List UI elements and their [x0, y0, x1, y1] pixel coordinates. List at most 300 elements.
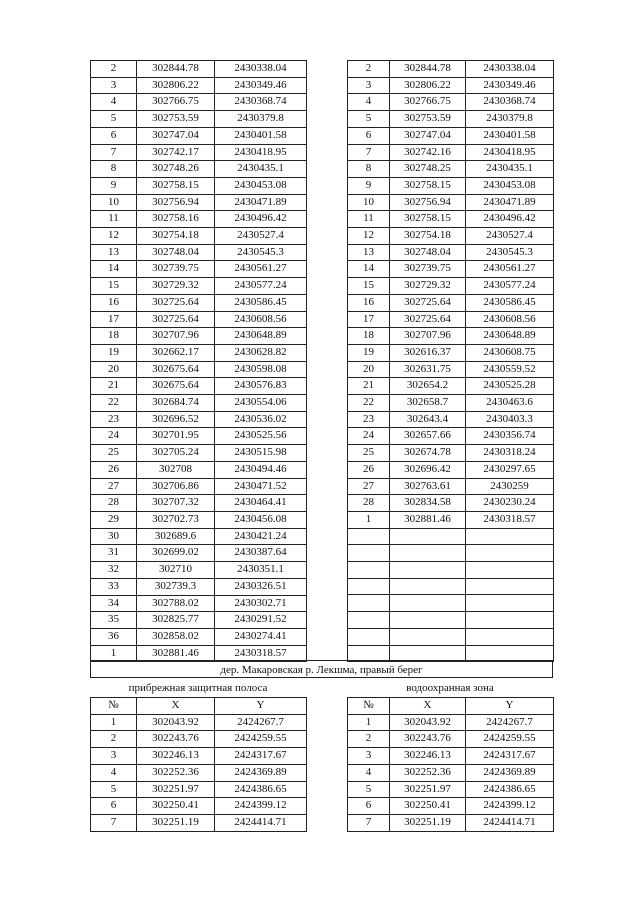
- table-row: [91, 378, 307, 395]
- coord-x: 302729.32: [390, 278, 466, 295]
- table-row: [91, 612, 307, 629]
- point-number: 3: [91, 77, 137, 94]
- coord-x: 302725.64: [137, 311, 215, 328]
- point-number: 8: [91, 161, 137, 178]
- coordinates-table-upper-left: [90, 60, 307, 662]
- coord-y: [466, 595, 554, 612]
- coord-x: 302662.17: [137, 344, 215, 361]
- table-row: [348, 411, 554, 428]
- point-number: 8: [348, 161, 390, 178]
- point-number: 21: [348, 378, 390, 395]
- point-number: 22: [348, 395, 390, 412]
- coord-x: 302844.78: [137, 61, 215, 78]
- table-row: [91, 395, 307, 412]
- coordinates-table-upper-right: [347, 60, 554, 662]
- point-number: 3: [91, 748, 137, 765]
- point-number: 5: [348, 111, 390, 128]
- coord-y: 2430471.89: [466, 194, 554, 211]
- coord-y: 2430463.6: [466, 395, 554, 412]
- coord-x: 302742.16: [390, 144, 466, 161]
- coord-y: 2430576.83: [215, 378, 307, 395]
- point-number: [348, 612, 390, 629]
- coord-y: 2430577.24: [466, 278, 554, 295]
- coord-x: 302753.59: [390, 111, 466, 128]
- table-row: [91, 411, 307, 428]
- coord-x: 302631.75: [390, 361, 466, 378]
- point-number: [348, 578, 390, 595]
- coord-y: 2424259.55: [466, 731, 554, 748]
- coord-x: 302675.64: [137, 361, 215, 378]
- table-row: [91, 628, 307, 645]
- point-number: 25: [348, 445, 390, 462]
- table-row: [91, 244, 307, 261]
- coord-y: 2430464.41: [215, 495, 307, 512]
- coord-y: 2430456.08: [215, 511, 307, 528]
- coord-x: [390, 562, 466, 579]
- coord-x: 302881.46: [137, 645, 215, 662]
- coord-y: 2424386.65: [215, 781, 307, 798]
- point-number: 2: [348, 61, 390, 78]
- coord-x: 302243.76: [390, 731, 466, 748]
- point-number: 5: [91, 781, 137, 798]
- point-number: 12: [91, 228, 137, 245]
- point-number: 15: [348, 278, 390, 295]
- point-number: 6: [91, 798, 137, 815]
- point-number: 29: [91, 511, 137, 528]
- point-number: 1: [348, 511, 390, 528]
- coord-y: 2430545.3: [215, 244, 307, 261]
- coord-x: 302252.36: [137, 764, 215, 781]
- coord-x: 302643.4: [390, 411, 466, 428]
- table-row: [91, 294, 307, 311]
- point-number: 20: [91, 361, 137, 378]
- coord-y: 2430577.24: [215, 278, 307, 295]
- table-row: [348, 328, 554, 345]
- point-number: 24: [91, 428, 137, 445]
- point-number: 9: [348, 177, 390, 194]
- point-number: 4: [91, 94, 137, 111]
- coord-x: 302705.24: [137, 445, 215, 462]
- table-row: [348, 511, 554, 528]
- table-row: [348, 228, 554, 245]
- table-row: [348, 731, 554, 748]
- coord-x: 302696.42: [390, 461, 466, 478]
- point-number: 5: [348, 781, 390, 798]
- point-number: [348, 562, 390, 579]
- point-number: [348, 545, 390, 562]
- coord-x: 302747.04: [137, 127, 215, 144]
- coord-y: 2430368.74: [466, 94, 554, 111]
- header-number: №: [91, 698, 137, 715]
- coord-x: 302753.59: [137, 111, 215, 128]
- coord-y: 2430536.02: [215, 411, 307, 428]
- point-number: 28: [91, 495, 137, 512]
- coord-x: 302758.16: [137, 211, 215, 228]
- coord-y: 2424317.67: [215, 748, 307, 765]
- table-row: [348, 814, 554, 831]
- point-number: 16: [348, 294, 390, 311]
- point-number: 32: [91, 562, 137, 579]
- coord-x: 302675.64: [137, 378, 215, 395]
- point-number: 28: [348, 495, 390, 512]
- coord-x: 302246.13: [390, 748, 466, 765]
- coord-x: 302710: [137, 562, 215, 579]
- table-row: [348, 461, 554, 478]
- coord-x: [390, 545, 466, 562]
- coord-x: 302725.64: [137, 294, 215, 311]
- table-row: [91, 61, 307, 78]
- point-number: 7: [348, 144, 390, 161]
- coord-y: 2430608.56: [466, 311, 554, 328]
- coord-y: 2430561.27: [466, 261, 554, 278]
- point-number: 18: [91, 328, 137, 345]
- header-x: X: [137, 698, 215, 715]
- table-row: [91, 361, 307, 378]
- coord-y: 2430628.82: [215, 344, 307, 361]
- coord-y: 2424414.71: [466, 814, 554, 831]
- table-row: [91, 428, 307, 445]
- table-row: [91, 228, 307, 245]
- table-row: [348, 161, 554, 178]
- point-number: 21: [91, 378, 137, 395]
- coord-x: 302748.26: [137, 161, 215, 178]
- coord-x: 302748.04: [390, 244, 466, 261]
- coord-y: 2430326.51: [215, 578, 307, 595]
- coordinates-table-lower-left: [90, 697, 307, 832]
- table-row: [348, 378, 554, 395]
- right-subtitle: водоохранная зона: [406, 682, 494, 694]
- coord-x: [390, 628, 466, 645]
- point-number: 36: [91, 628, 137, 645]
- coord-x: 302747.04: [390, 127, 466, 144]
- coord-x: 302684.74: [137, 395, 215, 412]
- coord-y: 2424369.89: [466, 764, 554, 781]
- table-row: [348, 211, 554, 228]
- table-row: [348, 261, 554, 278]
- table-row: [348, 278, 554, 295]
- coord-y: 2424267.7: [466, 714, 554, 731]
- coord-y: 2430418.95: [215, 144, 307, 161]
- table-row: [91, 764, 307, 781]
- coord-y: 2430230.24: [466, 495, 554, 512]
- header-row: [348, 698, 554, 715]
- coord-y: 2430403.3: [466, 411, 554, 428]
- coord-y: 2430318.24: [466, 445, 554, 462]
- point-number: 31: [91, 545, 137, 562]
- point-number: 4: [91, 764, 137, 781]
- coord-y: 2430379.8: [466, 111, 554, 128]
- point-number: 19: [91, 344, 137, 361]
- point-number: 23: [348, 411, 390, 428]
- coord-x: 302699.02: [137, 545, 215, 562]
- coord-x: 302725.64: [390, 311, 466, 328]
- coord-y: 2430274.41: [215, 628, 307, 645]
- table-row: [348, 361, 554, 378]
- table-row: [348, 595, 554, 612]
- coord-y: 2424259.55: [215, 731, 307, 748]
- header-row: [91, 698, 307, 715]
- table-row: [348, 177, 554, 194]
- table-row: [91, 194, 307, 211]
- coord-y: 2430401.58: [466, 127, 554, 144]
- table-row: [91, 478, 307, 495]
- coord-x: 302881.46: [390, 511, 466, 528]
- coord-x: 302251.19: [137, 814, 215, 831]
- coord-x: 302707.96: [137, 328, 215, 345]
- coord-x: 302858.02: [137, 628, 215, 645]
- point-number: 4: [348, 764, 390, 781]
- coord-y: 2430494.46: [215, 461, 307, 478]
- table-row: [348, 628, 554, 645]
- table-row: [348, 495, 554, 512]
- point-number: 9: [91, 177, 137, 194]
- table-row: [91, 545, 307, 562]
- table-row: [348, 77, 554, 94]
- point-number: 33: [91, 578, 137, 595]
- point-number: 18: [348, 328, 390, 345]
- point-number: [348, 595, 390, 612]
- table-row: [91, 211, 307, 228]
- coord-x: 302729.32: [137, 278, 215, 295]
- coord-y: 2430291.52: [215, 612, 307, 629]
- coord-x: 302766.75: [390, 94, 466, 111]
- coord-y: 2430559.52: [466, 361, 554, 378]
- point-number: 24: [348, 428, 390, 445]
- coord-y: 2430338.04: [215, 61, 307, 78]
- coord-x: 302758.15: [390, 177, 466, 194]
- coord-x: 302707.96: [390, 328, 466, 345]
- coord-y: 2430418.95: [466, 144, 554, 161]
- coord-x: 302658.7: [390, 395, 466, 412]
- section-title: дер. Макаровская р. Лекшма, правый берег: [90, 660, 553, 678]
- point-number: 11: [348, 211, 390, 228]
- coord-y: 2430453.08: [466, 177, 554, 194]
- table-row: [91, 495, 307, 512]
- coord-y: 2430515.98: [215, 445, 307, 462]
- table-row: [91, 528, 307, 545]
- coord-x: 302739.75: [390, 261, 466, 278]
- table-row: [348, 311, 554, 328]
- table-row: [348, 478, 554, 495]
- table-row: [348, 244, 554, 261]
- coord-x: 302748.25: [390, 161, 466, 178]
- point-number: 2: [348, 731, 390, 748]
- coord-x: 302742.17: [137, 144, 215, 161]
- point-number: [348, 628, 390, 645]
- coord-y: [466, 612, 554, 629]
- coord-y: 2424267.7: [215, 714, 307, 731]
- coord-x: [390, 612, 466, 629]
- coord-x: 302702.73: [137, 511, 215, 528]
- point-number: 19: [348, 344, 390, 361]
- coord-x: [390, 595, 466, 612]
- coord-x: 302766.75: [137, 94, 215, 111]
- header-y: Y: [466, 698, 554, 715]
- coord-x: 302725.64: [390, 294, 466, 311]
- point-number: 10: [91, 194, 137, 211]
- coord-y: 2430297.65: [466, 461, 554, 478]
- header-y: Y: [215, 698, 307, 715]
- table-row: [348, 748, 554, 765]
- coord-x: 302806.22: [390, 77, 466, 94]
- coord-x: 302250.41: [137, 798, 215, 815]
- coord-y: [466, 545, 554, 562]
- coord-y: 2430368.74: [215, 94, 307, 111]
- coord-x: 302763.61: [390, 478, 466, 495]
- coord-x: 302756.94: [137, 194, 215, 211]
- coord-y: [466, 628, 554, 645]
- table-row: [348, 562, 554, 579]
- coord-x: 302756.94: [390, 194, 466, 211]
- point-number: 16: [91, 294, 137, 311]
- coord-y: [466, 562, 554, 579]
- point-number: 1: [91, 714, 137, 731]
- coord-x: 302251.97: [137, 781, 215, 798]
- coord-y: 2430527.4: [466, 228, 554, 245]
- table-row: [348, 545, 554, 562]
- table-row: [91, 94, 307, 111]
- table-row: [91, 177, 307, 194]
- coord-y: 2430598.08: [215, 361, 307, 378]
- point-number: 27: [348, 478, 390, 495]
- coord-y: 2430421.24: [215, 528, 307, 545]
- coord-x: 302043.92: [137, 714, 215, 731]
- table-row: [348, 144, 554, 161]
- coord-y: 2424386.65: [466, 781, 554, 798]
- table-row: [91, 77, 307, 94]
- coord-y: 2424369.89: [215, 764, 307, 781]
- point-number: 1: [91, 645, 137, 662]
- coord-y: 2430318.57: [215, 645, 307, 662]
- table-row: [348, 428, 554, 445]
- point-number: 30: [91, 528, 137, 545]
- coord-x: 302707.32: [137, 495, 215, 512]
- coord-y: 2430525.28: [466, 378, 554, 395]
- coord-y: 2430648.89: [215, 328, 307, 345]
- coord-y: 2430351.1: [215, 562, 307, 579]
- table-row: [348, 764, 554, 781]
- coord-x: 302739.3: [137, 578, 215, 595]
- table-row: [91, 798, 307, 815]
- coord-x: 302243.76: [137, 731, 215, 748]
- table-row: [348, 294, 554, 311]
- coord-y: 2430496.42: [215, 211, 307, 228]
- point-number: 22: [91, 395, 137, 412]
- coord-y: 2430608.56: [215, 311, 307, 328]
- table-row: [91, 111, 307, 128]
- table-row: [91, 461, 307, 478]
- coord-y: 2430586.45: [466, 294, 554, 311]
- point-number: 35: [91, 612, 137, 629]
- point-number: 27: [91, 478, 137, 495]
- point-number: 10: [348, 194, 390, 211]
- table-row: [348, 94, 554, 111]
- point-number: 6: [348, 127, 390, 144]
- point-number: 14: [91, 261, 137, 278]
- coord-y: 2430561.27: [215, 261, 307, 278]
- table-row: [91, 144, 307, 161]
- coord-x: 302748.04: [137, 244, 215, 261]
- coord-x: 302654.2: [390, 378, 466, 395]
- coord-y: 2430259: [466, 478, 554, 495]
- table-row: [91, 445, 307, 462]
- coord-y: 2424317.67: [466, 748, 554, 765]
- coord-y: 2430545.3: [466, 244, 554, 261]
- coord-x: [390, 528, 466, 545]
- table-row: [348, 781, 554, 798]
- point-number: 5: [91, 111, 137, 128]
- coord-y: 2430527.4: [215, 228, 307, 245]
- coord-y: 2430648.89: [466, 328, 554, 345]
- coord-x: 302739.75: [137, 261, 215, 278]
- coord-y: 2430338.04: [466, 61, 554, 78]
- coord-x: 302788.02: [137, 595, 215, 612]
- coord-x: 302657.66: [390, 428, 466, 445]
- coord-y: 2430356.74: [466, 428, 554, 445]
- point-number: 11: [91, 211, 137, 228]
- coord-x: 302251.97: [390, 781, 466, 798]
- coord-x: 302708: [137, 461, 215, 478]
- point-number: 13: [91, 244, 137, 261]
- point-number: 12: [348, 228, 390, 245]
- table-row: [348, 111, 554, 128]
- coord-x: [390, 578, 466, 595]
- coord-y: 2430554.06: [215, 395, 307, 412]
- coord-y: 2430608.75: [466, 344, 554, 361]
- point-number: 3: [348, 748, 390, 765]
- point-number: 17: [348, 311, 390, 328]
- point-number: 20: [348, 361, 390, 378]
- coord-y: 2430349.46: [215, 77, 307, 94]
- coord-y: 2430401.58: [215, 127, 307, 144]
- table-row: [91, 311, 307, 328]
- point-number: 34: [91, 595, 137, 612]
- point-number: 3: [348, 77, 390, 94]
- coord-y: 2430453.08: [215, 177, 307, 194]
- table-row: [91, 328, 307, 345]
- point-number: 17: [91, 311, 137, 328]
- table-row: [91, 714, 307, 731]
- coord-x: 302706.86: [137, 478, 215, 495]
- table-row: [348, 194, 554, 211]
- point-number: [348, 528, 390, 545]
- table-row: [91, 562, 307, 579]
- table-row: [348, 528, 554, 545]
- coord-y: 2430525.56: [215, 428, 307, 445]
- coord-y: 2430586.45: [215, 294, 307, 311]
- table-row: [91, 595, 307, 612]
- coord-y: 2424414.71: [215, 814, 307, 831]
- coord-x: 302250.41: [390, 798, 466, 815]
- coord-y: [466, 528, 554, 545]
- coord-x: 302674.78: [390, 445, 466, 462]
- table-row: [348, 798, 554, 815]
- point-number: 23: [91, 411, 137, 428]
- coord-x: 302043.92: [390, 714, 466, 731]
- coord-x: 302246.13: [137, 748, 215, 765]
- coord-y: 2424399.12: [466, 798, 554, 815]
- table-row: [91, 814, 307, 831]
- coord-x: 302689.6: [137, 528, 215, 545]
- coord-y: 2430349.46: [466, 77, 554, 94]
- point-number: 2: [91, 731, 137, 748]
- table-row: [348, 344, 554, 361]
- coord-y: 2430435.1: [215, 161, 307, 178]
- coord-x: 302834.58: [390, 495, 466, 512]
- coord-x: 302844.78: [390, 61, 466, 78]
- table-row: [348, 127, 554, 144]
- coord-x: 302616.37: [390, 344, 466, 361]
